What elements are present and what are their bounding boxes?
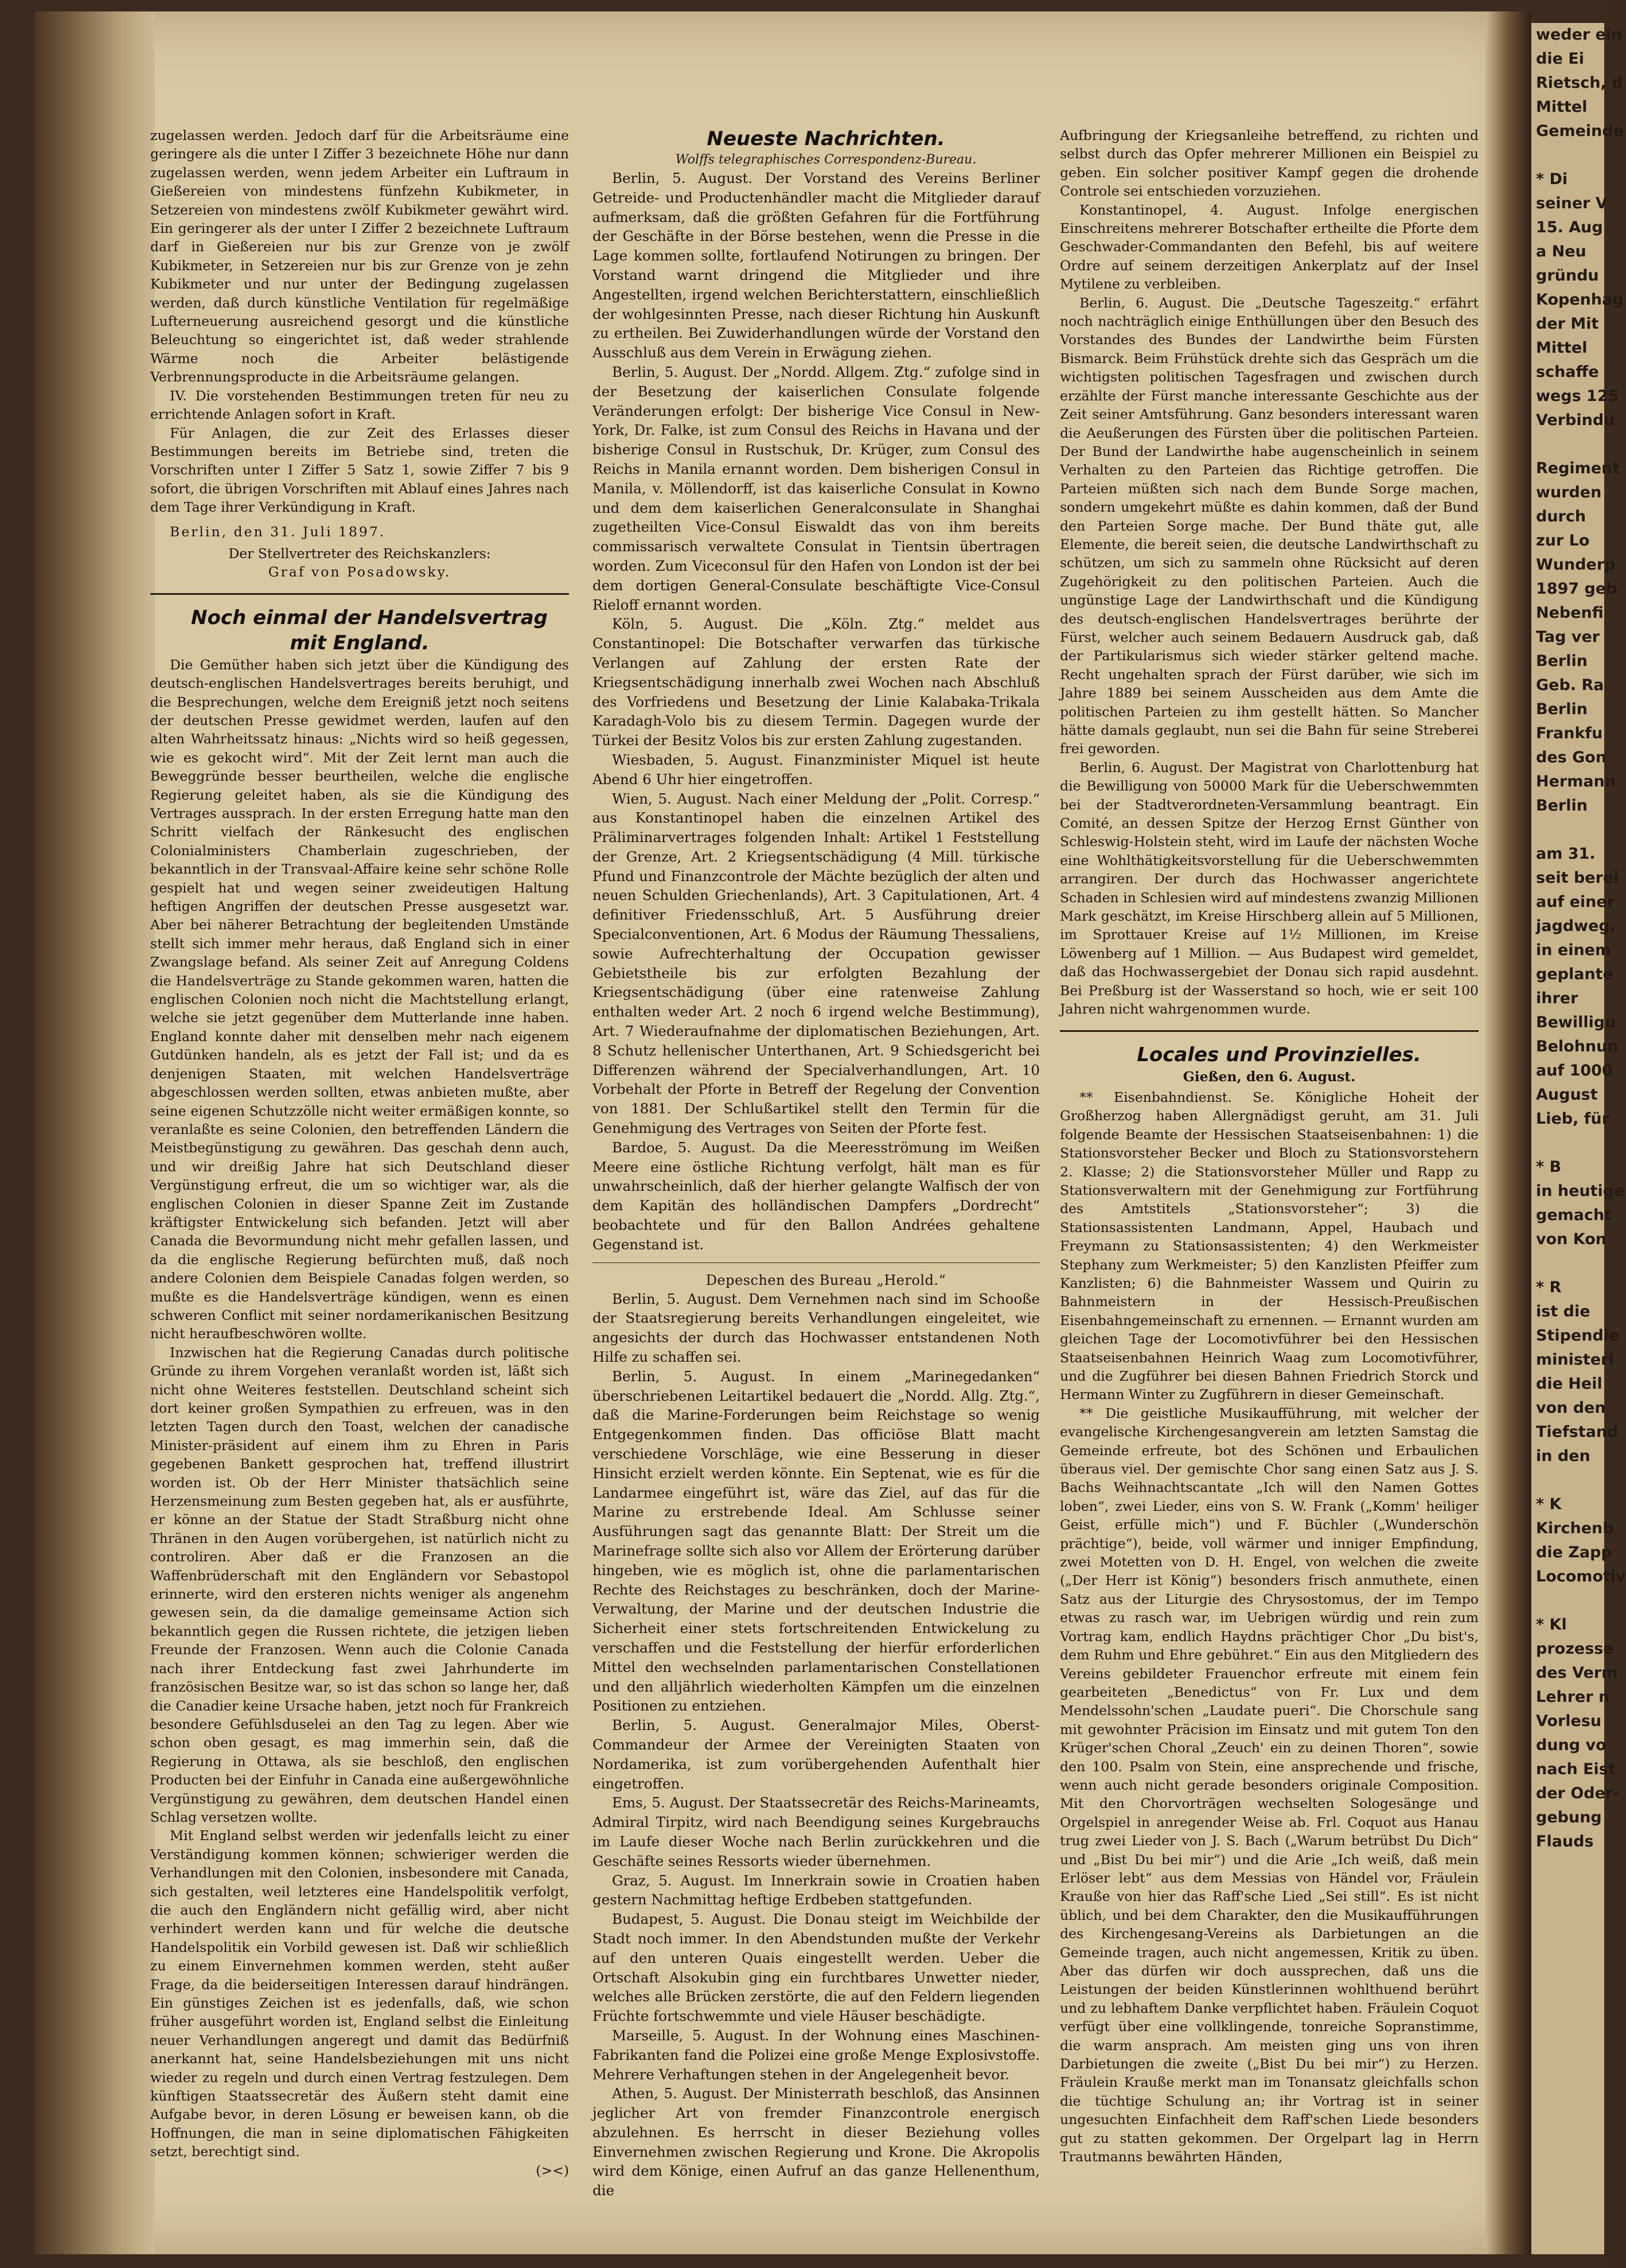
local-news-headline: Locales und Provinzielles. [1137,1043,1421,1066]
article-headline: Noch einmal der Handelsvertrag mit England. [191,606,548,654]
adjacent-page-line: in den [1536,1447,1590,1465]
adjacent-page-line [1531,1131,1604,1155]
adjacent-page-line: Lieb, für [1536,1110,1610,1128]
regulation-text: zugelassen werden. Jedoch darf für die Arbeitsräume eine geringere als die unter I Ziffer 3 bezeichnete Höhe nur dann zugelassen werden, wenn jedem Arbeiter ein Luftraum in Gießereien von mindestens fünfzehn Kubikmeter, in Setzereien von mindestens zwölf Kubikmeter gewährt wird. Ein geringerer als der unter I Ziffer 2 bezeichnete Luftraum darf in Gießereien nur bis zur Grenze von je zwölf Kubikmeter, in Setzereien nur bis zur Grenze von je zehn Kubikmeter und nur unter der Bedingung zugelassen werden, daß durch künstliche Ventilation für regelmäßige Lufterneuerung ausreichend gesorgt und die künstliche Beleuchtung so eingerichtet ist, daß weder strahlende Wärme noch die Arbeiter belästigende Verbrennungsproducte in die Arbeitsräume gelangen. [150,127,569,385]
end-ornament: (><) [536,2162,569,2179]
regulation-paragraph-transition: Für Anlagen, die zur Zeit des Erlasses dieser Bestimmungen bereits im Betriebe sind, treten die Vorschriften unter I Ziffer 5 Satz 1, sowie Ziffer 7 bis 9 sofort, die übrigen Vorschriften mit Ablauf eines Jahres nach dem Tage ihrer Verkündigung in Kraft. [150,424,569,516]
binding-shadow [34,11,155,2254]
adjacent-page-line: Gemeinde [1536,122,1624,140]
adjacent-page-line: dung vo [1536,1736,1606,1754]
news-item: Berlin, 6. August. Die „Deutsche Tageszeitg.“ erfährt noch nachträglich einige Enthüllungen über den Besuch des Vorstandes des Bundes der Landwirthe beim Fürsten Bismarck. Beim Frühstück drehte sich das Gespräch um die wichtigsten politischen Tagesfragen und zwischen durch erzählte der Fürst manche interessante Geschichte aus der Zeit seiner Amtsführung. Ganz besonders interessant waren die Aeußerungen des Fürsten über die politischen Parteien. Der Bund der Landwirthe habe augenscheinlich in seinem Verhalten zu den Parteien das Richtige getroffen. Die Parteien müßten sich nach dem Bunde Sorge machen, sondern umgekehrt müßte es dahin kommen, daß der Bund den Parteien Sorge mache. Der Bund thäte gut, alle Elemente, die bereit seien, die deutsche Landwirthschaft zu schützen, um sich zu sammeln ohne Rücksicht auf deren Zugehörigkeit zu den politischen Parteien. Auch die ungünstige Lage der Landwirthschaft und die Kündigung des deutsch-englischen Handelsvertrages berührte der Fürst, welcher auch seinem Bedauern Ausdruck gab, daß der Partikularismus sich wieder stärker geltend mache. Recht ungehalten sprach der Fürst darüber, wie sich im Jahre 1889 bei seinem Ausscheiden aus dem Amte die politischen Parteien zu ihm gestellt hätten. So Mancher hätte damals geglaubt, nun sei die Bahn für seine Streberei frei geworden. [1060,294,1479,757]
adjacent-page-line: ist die [1536,1303,1590,1320]
adjacent-page-line [1531,818,1604,842]
adjacent-page-line: wurden [1536,484,1602,501]
adjacent-page-line: Geb. Ra [1536,676,1604,694]
adjacent-page-line: Tag ver [1536,628,1600,646]
adjacent-page-line: auf 1000 [1536,1062,1613,1080]
adjacent-page-line: von den [1536,1399,1606,1417]
adjacent-page-line: Lehrer n [1536,1688,1610,1706]
news-item: Aufbringung der Kriegsanleihe betreffend, zu richten und selbst durch das Opfer mehrerer Millionen ein Beispiel zu geben. Ein solcher positiver Kampf gegen die drohende Controle sei entschieden vorzuziehen. [1060,127,1479,200]
adjacent-page-line: * Di [1536,170,1568,188]
news-item: Wiesbaden, 5. August. Finanzminister Miquel ist heute Abend 6 Uhr hier eingetroffen. [592,751,1040,788]
news-item: Berlin, 5. August. Der „Nordd. Allgem. Ztg.“ zufolge sind in der Besetzung der kaiserlichen Consulate folgende Veränderungen erfolgt: Der bisherige Vice Consul in New-York, Dr. Falke, ist zum Consul des Reichs in Havana und der bisherige Consul in Rustschuk, Dr. Krüger, zum Consul des Reichs in Manila ernannt worden. Dem bisherigen Consul in Manila, v. Möllendorff, ist das kaiserliche Consulat in Kowno und dem dem kaiserlichen Generalconsulate in Shanghai zugetheilten Vice-Consul Eiswaldt das von ihm bereits commissarisch verwaltete Consulat in Tientsin übertragen worden. Zum Viceconsul für den Hafen von London ist der bei dem dortigen General-Consulate beschäftigte Vice-Consul Rieloff ernannt worden. [592,363,1040,613]
adjacent-page-line: zur Lo [1536,532,1590,550]
local-news-item: ** Eisenbahndienst. Se. Königliche Hoheit der Großherzog haben Allergnädigst geruht, am 31. Juli folgende Beamte der Hessischen Staatseisenbahnen: 1) die Stationsvorsteher Becker und Bloch zu Stationsvorstehern 2. Klasse; 2) die Stationsvorsteher Müller und Rapp zu Stationsverwaltern mit der Genehmigung zur Fortführung des Amtstitels „Stationsvorsteher“; 3) die Stationsassistenten Landmann, Appel, Haubach und Freymann zu Stationsassistenten; 4) den Werkmeister Stephany zum Werkmeister; 5) den Kanzlisten Pfeiffer zum Kanzlisten; 6) die Bahnmeister Wassem und Quirin zu Bahnmeistern in der Hessisch-Preußischen Eisenbahngemeinschaft zu ernennen. — Ernannt wurden am gleichen Tage der Locomotivführer bei den Hessischen Staatseisenbahnen Heinrich Waag zum Locomotivführer, und die Zugführer bei diesen Bahnen Friedrich Storck und Hermann Winter zu Zugführern in dieser Gemeinschaft. [1060,1089,1479,1403]
adjacent-page-line: geplante [1536,965,1613,983]
adjacent-page-line: * K [1536,1495,1562,1513]
adjacent-page-line: Hermann [1536,773,1616,790]
adjacent-page-line: gebung [1536,1809,1602,1826]
adjacent-page-line: ihrer [1536,989,1578,1007]
dispatch-item: Berlin, 5. August. Dem Vernehmen nach sind im Schooße der Staatsregierung bereits Verhandlungen eingeleitet, wie angesichts der durch das Hochwasser entstandenen Noth Hilfe zu schaffen sei. [592,1290,1040,1366]
adjacent-page-line: weder ein [1536,26,1623,44]
dispatch-item: Athen, 5. August. Der Ministerrath beschloß, das Ansinnen jeglicher Art von fremder Finanzcontrole energisch abzulehnen. Es herrscht in dieser Beziehung volles Einvernehmen zwischen Regierung und Krone. Die Akropolis wird dem Könige, einen Aufruf an das ganze Hellenenthum, die [592,2085,1040,2199]
column-left [150,126,569,2180]
adjacent-page-line [1531,1468,1604,1492]
adjacent-page-line: Vorlesu [1536,1712,1602,1730]
news-agency-subhead: Wolffs telegraphisches Correspondenz-Bureau. [675,153,977,167]
regulation-dateline: Berlin, den 31. Juli 1897. [170,523,386,540]
news-item: Köln, 5. August. Die „Köln. Ztg.“ meldet aus Constantinopel: Die Botschafter verwarfen das türkische Verlangen auf Zahlung der ersten Rate der Kriegsentschädigung innerhalb zwei Wochen nach Abschluß des Vorfriedens und Besetzung der Linie Kalabaka-Trikala Karadagh-Volo bis zu diesem Termin. Dagegen wurde der Türkei der Besitz Volos bis zur ersten Zahlung zugestanden. [592,615,1040,749]
adjacent-page-line: Nebenfi [1536,604,1604,622]
article-paragraph: Die Gemüther haben sich jetzt über die Kündigung des deutsch-englischen Handelsvertrages bereits beruhigt, und die Besprechungen, welche dem Ereigniß jetzt noch seitens der deutschen Presse gewidmet werden, laufen auf den alten Wahrheitssatz hinaus: „Nichts wird so heiß gegessen, wie es gekocht wird“. Mit der Zeit lernt man auch die Beweggründe besser beurtheilen, welche die englische Regierung geleitet haben, als sie die Kündigung des Vertrages aussprach. In der ersten Erregung hatte man den Schritt vielfach der Ränkesucht des englischen Colonialministers Chamberlain zugeschrieben, der bekanntlich in der Transvaal-Affaire keine sehr schöne Rolle gespielt hat und wegen seiner zweideutigen Haltung heftigen Angriffen der deutschen Presse ausgesetzt war. Aber bei näherer Betrachtung der begleitenden Umstände stellt sich immer mehr heraus, daß England sich in einer Zwangslage befand. Als seiner Zeit auf Anregung Coldens die Handelsverträge zu Stande gekommen waren, hatten die englischen Colonien noch nicht die Machtstellung erlangt, welche sie jetzt gegenüber dem Mutterlande inne haben. England konnte daher mit denselben mehr nach eigenem Gutdünken handeln, als es jetzt der Fall ist; und da es denjenigen Staaten, mit welchen Handelsverträge abgeschlossen werden sollten, etwas anbieten mußte, aber seine eigenen Schutzzölle nicht weiter ermäßigen konnte, so veranlaßte es seine Colonien, den betreffenden Ländern die Meistbegünstigung zu gewähren. Das geschah denn auch, und wir dreißig Jahre hat sich Deutschland dieser Vergünstigung erfreut, die um so wichtiger war, als die englischen Colonien in dieser Spanne Zeit im Zustande kräftigster Entwickelung sich befanden. Jetzt will aber Canada die Bevormundung nicht mehr gefallen lassen, und da die englische Regierung befürchten muß, daß noch andere Colonien dem Beispiele Canadas folgen werden, so mußte es die Handelsverträge kündigen, wenn es einen schweren Conflict mit seiner nordamerikanischen Besitzung nicht heraufbeschwören wollte. [150,656,569,1342]
adjacent-page-line: Flauds [1536,1833,1594,1850]
adjacent-page-line: Locomotiv [1536,1568,1626,1585]
adjacent-page-line [1531,1252,1604,1276]
adjacent-page-line: Mittel [1536,339,1588,357]
news-headline: Neueste Nachrichten. [707,127,945,150]
adjacent-page-line: die Zapp [1536,1544,1612,1561]
adjacent-page-line: Mittel [1536,98,1588,116]
news-item: Berlin, 5. August. Der Vorstand des Vereins Berliner Getreide- und Productenhändler macht die Mitglieder darauf aufmerksam, daß die größten Gefahren für die Fortführung der Geschäfte in der Börse bestehen, wenn die Presse in die Lage kommen sollte, fortlaufend Notirungen zu bringen. Der Vorstand warnt dringend die Mitglieder und ihre Angestellten, irgend welchen Berichterstattern, einschließlich der wohlgesinnten Presse, nach dieser Richtung hin Auskunft zu ertheilen. Bei Zuwiderhandlungen würde der Vorstand den Ausschluß aus dem Verein in Erwägung ziehen. [592,170,1040,361]
adjacent-page-line [1531,143,1604,167]
adjacent-page-line: seiner V [1536,194,1608,212]
adjacent-page-line: auf einer [1536,893,1615,911]
page-gutter [1485,11,1531,2254]
dispatch-item: Berlin, 5. August. Generalmajor Miles, Oberst-Commandeur der Armee der Vereinigten Staaten von Nordamerika, ist zum vorübergehenden Aufenthalt hier eingetroffen. [592,1717,1040,1792]
adjacent-page-line: seit berei [1536,869,1619,887]
adjacent-page-line: Bewilligu [1536,1014,1616,1031]
adjacent-page-line: des Verm [1536,1664,1618,1682]
adjacent-page-line: Kopenhag [1536,291,1624,309]
regulation-paragraph-iv: IV. Die vorstehenden Bestimmungen treten für neu zu errichtende Anlagen sofort in Kraft. [150,387,569,423]
local-dateline: Gießen, den 6. August. [1183,1068,1356,1085]
dispatch-item: Graz, 5. August. Im Innerkrain sowie in Croatien haben gestern Nachmittag heftige Erdbeben stattgefunden. [592,1872,1040,1908]
adjacent-page-line: Frankfu [1536,724,1603,742]
adjacent-page-line: Belohnun [1536,1038,1619,1055]
adjacent-page-line: nach Eist [1536,1760,1616,1778]
adjacent-page-line: gründu [1536,267,1599,285]
adjacent-page-line: von Kon [1536,1230,1606,1248]
adjacent-page-line: durch [1536,508,1586,525]
adjacent-page-line: am 31. [1536,845,1596,863]
adjacent-page-line: des Gon [1536,749,1607,766]
adjacent-page-line: schaffe [1536,363,1599,381]
adjacent-page-fragment [1531,23,1626,2254]
dispatch-item: Ems, 5. August. Der Staatssecretär des Reichs-Marineamts, Admiral Tirpitz, wird nach Beendigung seines Kurgebrauchs im Laufe dieser Woche nach Berlin zurückkehren und die Geschäfte seines Ressorts wieder übernehmen. [592,1794,1040,1869]
adjacent-page-line: der Mit [1536,315,1599,333]
dispatch-subhead: Depeschen des Bureau „Herold.“ [705,1272,946,1288]
adjacent-page-line: in einem [1536,941,1612,959]
signature-name: Graf von Posadowsky. [268,564,451,580]
adjacent-page-line: * B [1536,1158,1562,1176]
adjacent-page-line: prozesse [1536,1640,1614,1658]
adjacent-page-line: die Ei [1536,50,1584,68]
dispatch-item: Marseille, 5. August. In der Wohnung eines Maschinen-Fabrikanten fand die Polizei eine große Menge Explosivstoffe. Mehrere Verhaftungen stehen in der Angelegenheit bevor. [592,2027,1040,2083]
news-item: Berlin, 6. August. Der Magistrat von Charlottenburg hat die Bewilligung von 50000 Mark für die Ueberschwemmten bei der Stadtverordneten-Versammlung beantragt. Ein Comité, an dessen Spitze der Herzog Ernst Günther von Schleswig-Holstein steht, wird im Laufe der nächsten Woche eine Wohlthätigkeitsvorstellung für die Ueberschwemmten arrangiren. Der durch das Hochwasser angerichtete Schaden in Schlesien wird auf mindestens zwanzig Millionen Mark geschätzt, im Kreise Hirschberg allein auf 5 Millionen, im Sprottauer Kreise auf 1½ Millionen, im Kreise Löwenberg auf 1 Million. — Aus Budapest wird gemeldet, daß das Hochwassergebiet der Donau sich rapid ausdehnt. Bei Preßburg ist der Wasserstand so hoch, wie er seit 100 Jahren nicht wahrgenommen wurde. [1060,759,1479,1018]
section-divider [592,1262,1040,1263]
adjacent-page-line: in heutige [1536,1182,1625,1200]
news-item: Konstantinopel, 4. August. Infolge energischen Einschreitens mehrerer Botschafter ertheilte die Pforte dem Geschwader-Commandanten den Befehl, bis auf weitere Ordre auf seinem derzeitigen Ankerplatz auf der Insel Mytilene zu verbleiben. [1060,201,1479,293]
adjacent-page-line: Rietsch, d [1536,74,1623,92]
adjacent-page-line: die Heil [1536,1375,1602,1393]
local-news-item: ** Die geistliche Musikaufführung, mit welcher der evangelische Kirchengesangverein am letzten Samstag die Gemeinde erfreute, bot des Schönen und Erbaulichen überaus viel. Der gemischte Chor sang einen Satz aus J. S. Bachs Weihnachtscantate „Ich will den Namen Gottes loben“, zwei Lieder, eins von S. W. Frank („Komm' heiliger Geist, erfülle mich“) und F. Büchler („Wunderschön prächtige“), beide, voll wärmer und inniger Empfindung, zwei Motetten von D. H. Engel, von welchen die zweite („Der Herr ist König“) besonders frisch anmuthete, einen Satz aus der Liturgie des Chrysostomus, der im Tempo etwas zu rasch war, im Uebrigen würdig und rein zum Vortrag kam, endlich Haydns prächtiger Chor „Du bist's, dem Ruhm und Ehre gebühret.“ Ein aus den Mitgliedern des Vereins gebildeter Frauenchor erfreute mit einem fein gearbeiteten „Benedictus“ von Fr. Lux und dem Mendelssohn'schen „Laudate pueri“. Die Chorschule sang mit gewohnter Präcision im Einsatz und mit gutem Ton den Krüger'schen Choral „Zeuch' ein zu deinen Thoren“, sowie den 100. Psalm von Stein, eine ansprechende und frische, wenn auch nicht gerade besonders originale Composition. Mit den Chorvorträgen wechselten Sologesänge und Orgelspiel in anregender Weise ab. Frl. Coquot aus Hanau trug zwei Lieder von J. S. Bach („Warum betrübst Du Dich“ und „Bist Du bei mir“) und die Arie „Ich weiß, daß mein Erlöser lebt“ aus dem Messias von Händel vor, Fräulein Krauße von hier das Raff'sche Lied „Sei still“. Es ist nicht üblich, und bei dem Charakter, den die Musikaufführungen des Kirchengesang-Vereins als Darbietungen an die Gemeinde tragen, auch nicht angemessen, Kritik zu üben. Aber das dürfen wir doch aussprechen, daß uns die Leistungen der beiden Künstlerinnen wohlthuend berührt und zu lebhaftem Danke verpflichtet haben. Fräulein Coquot verfügt über eine vollklingende, tonreiche Sopranstimme, die warm ansprach. Am meisten ging uns von ihren Darbietungen die zweite („Bist Du bei mir“) zu Herzen. Fräulein Krauße merkt man im Tonansatz gleichfalls schon die tüchtige Schulung an; ihr Vortrag ist in seiner ungesuchten Einfachheit dem Raff'schen Liede besonders gut zu statten gekommen. Der Orgelpart lag in Herrn Trautmanns bewährten Händen, [1060,1405,1479,2165]
adjacent-page-line: jagdweg, [1536,917,1616,935]
adjacent-page-line: Kirchenb [1536,1519,1614,1537]
adjacent-page-line [1531,432,1604,457]
adjacent-page-line: 15. Aug [1536,219,1603,236]
adjacent-page-line: Stipendie [1536,1327,1620,1345]
dispatch-item: Berlin, 5. August. In einem „Marinegedanken“ überschriebenen Leitartikel bedauert die „Nordd. Allg. Ztg.“, daß die Marine-Forderungen beim Reichstage so wenig Entgegenkommen finden. Das officiöse Blatt macht verschiedene Vorschläge, wie eine Besserung in dieser Hinsicht erzielt werden könnte. Ein Septenat, wie es für die Landarmee eingeführt ist, wäre das Ziel, auf das für die Marine zu erstrebende Ideal. Am Schlusse seiner Ausführungen sagt das genannte Blatt: Der Streit um die Marinefrage sollte sich also vor Allem der Erörterung darüber hingeben, wie es möglich ist, ohne die parlamentarischen Rechte des Reichstages zu beschränken, doch der Marine-Verwaltung, der Marine und der deutschen Industrie die Sicherheit einer stets fortschreitenden Entwickelung zu verschaffen und die Feststellung der hierfür erforderlichen Mittel den wechselnden parlamentarischen Constellationen und den alljährlich wiederholten Kämpfen um die einzelnen Positionen zu entziehen. [592,1367,1040,1714]
adjacent-page-line: August [1536,1086,1598,1104]
signature-title: Der Stellvertreter des Reichskanzlers: [228,545,491,562]
section-divider [1060,1030,1479,1032]
adjacent-page-line: 1897 geb [1536,580,1617,598]
adjacent-page-line: Tiefstand [1536,1423,1619,1441]
adjacent-page-line: Berlin [1536,700,1588,718]
adjacent-page-line: a Neu [1536,243,1586,260]
adjacent-page-line [1531,1589,1604,1613]
adjacent-page-line: der Oder- [1536,1784,1620,1802]
column-right [1060,126,1479,2166]
adjacent-page-line: Wunderp [1536,556,1616,574]
adjacent-page-line: Verbindu [1536,411,1615,429]
article-paragraph: Mit England selbst werden wir jedenfalls leicht zu einer Verständigung kommen können; schwieriger werden die Verhandlungen mit den Colonien, insbesondere mit Canada, sich gestalten, weil letzteres eine Handelspolitik verfolgt, die auch den Engländern nicht gefällig wird, aber nicht verhindert werden kann und für welche die deutsche Handelspolitik ein Vorbild gewesen ist. Daß wir schließlich zu einem Einvernehmen kommen werden, steht außer Frage, da die beiderseitigen Interessen darauf hindrängen. Ein günstiges Zeichen ist es jedenfalls, daß, wie schon früher ausgeführt worden ist, England selbst die Einleitung neuer Verhandlungen angeregt und damit das Bedürfniß anerkannt hat, seine Handelsbeziehungen mit uns nicht wieder zu regeln und durch einen Vertrag festzulegen. Dem künftigen Staatssecretär des Äußern steht damit eine Aufgabe bevor, in deren Lösung er beweisen kann, ob die Hoffnungen, die man in seine diplomatischen Fähigkeiten setzt, berechtigt sind. [150,1827,569,2160]
adjacent-page-line: Regiment [1536,459,1620,477]
dispatch-item: Budapest, 5. August. Die Donau steigt im Weichbilde der Stadt noch immer. In den Abendstunden mußte der Verkehr auf den unteren Quais eingestellt werden. Ueber die Ortschaft Alsokubin ging ein furchtbares Unwetter nieder, welches alle Brücken zerstörte, die auf den Feldern liegenden Früchte fortschwemmte und viele Häuser beschädigte. [592,1911,1040,2025]
column-middle [592,126,1040,2200]
adjacent-page-line: Berlin [1536,652,1588,670]
section-divider [150,593,569,595]
article-paragraph: Inzwischen hat die Regierung Canadas durch politische Gründe zu ihrem Vorgehen veranlaßt worden ist, läßt sich nicht ohne Weiteres feststellen. Deutschland scheint sich dort keiner großen Sympathien zu erfreuen, was in den letzten Tagen durch den Toast, welchen der canadische Minister-präsident auf einem ihm zu Ehren in Paris gegebenen Bankett gesprochen hat, treffend illustrirt worden ist. Ob der Herr Minister thatsächlich seine Herzensmeinung zum Besten gegeben hat, als er ausführte, er könne an der Statue der Stadt Straßburg nicht ohne Thränen in den Augen vorübergehen, ist natürlich nicht zu controliren. Aber daß er die Franzosen an die Waffenbrüderschaft mit den Engländern vor Sebastopol erinnerte, wird den ersteren nichts weniger als angenehm gewesen sein, da die damalige gemeinsame Action sich bekanntlich gegen die Russen richtete, die jetzigen lieben Freunde der Franzosen. Wenn auch die Colonie Canada nach ihrer Entdeckung fast zwei Jahrhunderte im französischen Besitze war, so ist das schon so lange her, daß die Canadier keine Ursache haben, jetzt noch für Frankreich besondere Gefühlsduselei an den Tag zu legen. Aber wie schon oben gesagt, es mag immerhin sein, daß die Regierung in Ottawa, als sie beschloß, den englischen Producten bei der Einfuhr in Canada eine außergewöhnliche Vergünstigung zu gewähren, dem deutschen Handel einen Schlag versetzen wollte. [150,1344,569,1825]
news-item: Bardoe, 5. August. Da die Meeresströmung im Weißen Meere eine östliche Richtung verfolgt, hält man es für unwahrscheinlich, daß der hierher gelangte Walfisch der von dem Kapitän des holländischen Dampfers „Dordrecht“ beobachtete und für den Ballon Andrées gehaltene Gegenstand ist. [592,1139,1040,1253]
adjacent-page-line: wegs 125 [1536,387,1619,405]
news-item: Wien, 5. August. Nach einer Meldung der „Polit. Corresp.“ aus Konstantinopel haben die einzelnen Artikel des Präliminarvertrages folgenden Inhalt: Artikel 1 Feststellung der Grenze, Art. 2 Kriegsentschädigung (4 Mill. türkische Pfund und Finanzcontrole der Mächte bezüglich der alten und neuen Schulden Griechenlands), Art. 3 Capitulationen, Art. 4 definitiver Friedensschluß, Art. 5 Ausführung dreier Specialconventionen, Art. 6 Modus der Räumung Thessaliens, sowie Aufrechterhaltung der Occupation gewisser Gebietstheile bis zur erfolgten Bezahlung der Kriegsentschädigung (über eine ratenweise Zahlung enthalten weder Art. 2 noch 6 irgend welche Bestimmung), Art. 7 Wiederaufnahme der diplomatischen Beziehungen, Art. 8 Schutz hellenischer Unterthanen, Art. 9 Schiedsgericht bei Differenzen während der Specialverhandlungen, Art. 10 Vorbehalt der Pforte in Betreff der Regelung der Convention von 1881. Der Schlußartikel stellt den Termin für die Genehmigung des Vertrages von Seiten der Pforte fest. [592,790,1040,1137]
adjacent-page-line: Berlin [1536,797,1588,815]
adjacent-page-line: * R [1536,1279,1562,1296]
adjacent-page-line: * Kl [1536,1616,1567,1634]
adjacent-page-line: ministeri [1536,1351,1614,1369]
adjacent-page-line: gemacht [1536,1206,1612,1224]
